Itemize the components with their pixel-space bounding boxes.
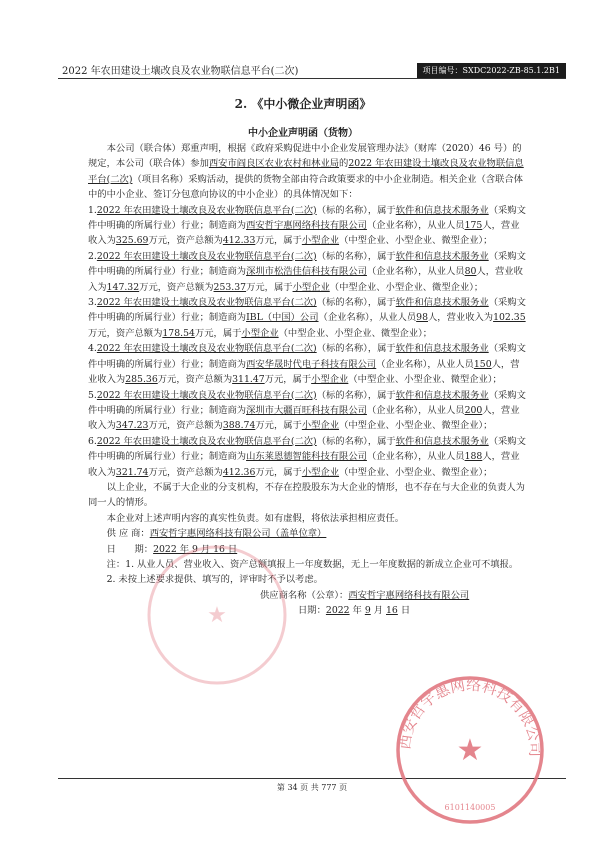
item-industry: 软件和信息技术服务业 bbox=[395, 343, 489, 355]
item-revenue-label: 万元，资产总额为 bbox=[148, 420, 223, 432]
supplier-value: 西安哲宇惠网络科技有限公司（盖单位章） bbox=[149, 528, 327, 540]
section-title: 2. 《中小微企业声明函》 bbox=[234, 97, 372, 111]
item-assets-label: 万元，属于 bbox=[194, 327, 242, 339]
enterprise-item bbox=[88, 434, 528, 480]
item-bid-label: （标的名称），属于 bbox=[316, 343, 396, 355]
item-staff-label: 人，营业收入为 bbox=[88, 451, 520, 478]
svg-text:★: ★ bbox=[456, 733, 484, 768]
item-size-options: （中型企业、小型企业、微型企业） bbox=[339, 235, 484, 247]
item-manufacturer: 西安华晟时代电子科技有限公司 bbox=[246, 358, 377, 370]
signature-date-line bbox=[88, 603, 528, 618]
item-staff-count: 80 bbox=[464, 266, 477, 278]
intro-text-2: 的 bbox=[339, 158, 349, 170]
item-bid-name: 2022 年农田建设土壤改良及农业物联信息平台(二次) bbox=[96, 297, 317, 309]
item-staff-label: 人，营业收入为 bbox=[88, 404, 520, 432]
item-assets: 178.54 bbox=[162, 327, 195, 339]
item-industry-label: （采购文件中明确的所属行业）行业；制造商为 bbox=[88, 250, 526, 278]
item-number: 1. bbox=[88, 204, 97, 216]
item-bid-name: 2022 年农田建设土壤改良及农业物联信息平台(二次) bbox=[96, 343, 317, 355]
item-size-options: （中型企业、小型企业、微型企业） bbox=[329, 281, 474, 293]
item-enterprise-size: 小型企业 bbox=[292, 281, 330, 293]
item-manufacturer-label: （企业名称），从业人员 bbox=[318, 312, 417, 324]
item-assets: 253.37 bbox=[213, 281, 247, 293]
item-separator: ； bbox=[492, 374, 502, 386]
item-size-options: （中型企业、小型企业、微型企业） bbox=[339, 420, 484, 432]
header-divider bbox=[58, 78, 566, 79]
item-size-options: （中型企业、小型企业、微型企业） bbox=[348, 374, 493, 386]
item-number: 4. bbox=[88, 343, 97, 355]
item-staff-count: 98 bbox=[416, 312, 428, 324]
item-enterprise-size: 小型企业 bbox=[301, 235, 340, 247]
intro-text-3: （项目名称）采购活动，提供的货物全部由符合政策要求的中小企业制造。相关企业（含联合体中的中小企业、签订分包意向协议的中小企业）的具体情况如下： bbox=[88, 173, 523, 201]
item-separator: ； bbox=[483, 420, 493, 432]
enterprise-item bbox=[88, 203, 528, 249]
item-industry: 软件和信息技术服务业 bbox=[395, 435, 489, 447]
signature-label: 供应商名称（公章）： bbox=[260, 589, 349, 601]
enterprise-item bbox=[88, 341, 528, 387]
item-revenue: 147.32 bbox=[106, 281, 140, 293]
item-assets: 412.36 bbox=[222, 466, 256, 478]
svg-text:★: ★ bbox=[207, 603, 227, 628]
item-revenue: 347.23 bbox=[115, 420, 149, 432]
item-industry-label: （采购文件中明确的所属行业）行业；制造商为 bbox=[88, 204, 526, 232]
signature-day: 16 bbox=[386, 605, 398, 617]
item-revenue-label: 万元，资产总额为 bbox=[157, 374, 233, 386]
item-assets-label: 万元，属于 bbox=[255, 235, 302, 247]
item-assets-label: 万元，属于 bbox=[264, 374, 312, 386]
item-bid-name: 2022 年农田建设土壤改良及农业物联信息平台(二次) bbox=[96, 204, 317, 216]
item-industry-label: （采购文件中明确的所属行业）行业；制造商为 bbox=[88, 343, 526, 370]
item-enterprise-size: 小型企业 bbox=[301, 466, 340, 478]
item-revenue: 325.69 bbox=[115, 235, 149, 247]
item-manufacturer-label: （企业名称），从业人员 bbox=[366, 404, 465, 416]
item-revenue: 102.35 bbox=[493, 312, 526, 324]
item-enterprise-size: 小型企业 bbox=[311, 374, 349, 386]
enterprise-list bbox=[88, 203, 528, 480]
item-separator: ； bbox=[483, 235, 493, 247]
supplier-label: 供 应 商： bbox=[106, 528, 150, 540]
signature-month-unit: 月 bbox=[373, 605, 384, 617]
responsibility-statement: 本企业对上述声明内容的真实性负责。如有虚假，将依法承担相应责任。 bbox=[106, 512, 405, 524]
item-size-options: （中型企业、小型企业、微型企业） bbox=[278, 327, 423, 339]
item-industry-label: （采购文件中明确的所属行业）行业；制造商为 bbox=[88, 389, 526, 416]
item-separator: ； bbox=[422, 327, 433, 339]
note-2: 2. 未按上述要求提供、填写的，评审时不予以考虑。 bbox=[106, 574, 323, 586]
note-1: 注：1. 从业人员、营业收入、资产总额填报上一年度数据，无上一年度数据的新成立企业可不填报。 bbox=[106, 558, 519, 570]
item-industry-label: （采购文件中明确的所属行业）行业；制造商为 bbox=[88, 435, 526, 463]
item-staff-label: 人，营业收入为 bbox=[88, 220, 520, 247]
item-separator: ； bbox=[473, 281, 484, 293]
item-staff-count: 188 bbox=[464, 451, 483, 463]
seal-code: 6101140005 bbox=[444, 803, 496, 812]
signature-date-label: 日期： bbox=[298, 605, 326, 617]
closing-statement: 以上企业，不属于大企业的分支机构，不存在控股股东为大企业的情形，也不存在与大企业的负责人为同一人的情形。 bbox=[88, 481, 525, 509]
item-assets: 311.47 bbox=[232, 374, 265, 386]
item-assets: 412.33 bbox=[222, 235, 256, 247]
item-bid-name: 2022 年农田建设土壤改良及农业物联信息平台(二次) bbox=[96, 435, 317, 447]
item-staff-label: 人，营业收入为 bbox=[88, 358, 520, 386]
enterprise-item bbox=[88, 249, 528, 295]
item-separator: ； bbox=[483, 466, 493, 478]
item-size-options: （中型企业、小型企业、微型企业） bbox=[339, 466, 484, 478]
item-manufacturer-label: （企业名称），从业人员 bbox=[366, 266, 465, 278]
signature-line bbox=[88, 588, 528, 603]
letter-body bbox=[88, 141, 528, 619]
item-bid-label: （标的名称），属于 bbox=[316, 389, 396, 401]
header-project-title: 2022 年农田建设土壤改良及农业物联信息平台(二次) bbox=[62, 66, 299, 77]
item-manufacturer: 深圳市松浩佳信科技有限公司 bbox=[246, 266, 367, 278]
item-staff-label: 人，营业收入为 bbox=[88, 266, 523, 293]
item-number: 5. bbox=[88, 389, 97, 401]
date-label: 日 期： bbox=[106, 543, 154, 555]
item-number: 2. bbox=[88, 250, 97, 262]
item-revenue-label: 万元，资产总额为 bbox=[148, 466, 223, 478]
item-assets-label: 万元，属于 bbox=[255, 420, 302, 432]
item-manufacturer: 深圳市大疆百旺科技有限公司 bbox=[246, 404, 367, 416]
item-bid-label: （标的名称），属于 bbox=[316, 250, 396, 262]
signature-month: 9 bbox=[364, 605, 371, 617]
item-revenue: 285.36 bbox=[125, 374, 158, 386]
item-enterprise-size: 小型企业 bbox=[241, 327, 279, 339]
item-manufacturer: 山东莱恩德智能科技有限公司 bbox=[246, 451, 367, 463]
item-industry-label: （采购文件中明确的所属行业）行业；制造商为 bbox=[88, 297, 526, 324]
project-name: 2022 年农田建设土壤改良及农业物联信息平台(二次) bbox=[88, 158, 524, 185]
intro-paragraph bbox=[88, 141, 528, 203]
item-staff-label: 人，营业收入为 bbox=[428, 312, 494, 324]
item-revenue-label: 万元，资产总额为 bbox=[139, 281, 214, 293]
enterprise-item bbox=[88, 295, 528, 341]
item-bid-name: 2022 年农田建设土壤改良及农业物联信息平台(二次) bbox=[96, 250, 317, 262]
item-number: 3. bbox=[88, 297, 97, 309]
item-manufacturer-label: （企业名称），从业人员 bbox=[376, 358, 474, 370]
item-assets-label: 万元，属于 bbox=[246, 281, 293, 293]
item-manufacturer: 西安哲宇惠网络科技有限公司 bbox=[246, 220, 367, 232]
item-manufacturer-label: （企业名称），从业人员 bbox=[366, 220, 465, 232]
item-revenue: 321.74 bbox=[115, 466, 149, 478]
item-industry: 软件和信息技术服务业 bbox=[395, 204, 489, 216]
signature-company: 西安哲宇惠网络科技有限公司 bbox=[348, 589, 470, 601]
item-manufacturer-label: （企业名称），从业人员 bbox=[366, 451, 465, 463]
page-footer: 第 34 页 共 777 页 bbox=[58, 778, 566, 793]
item-staff-count: 175 bbox=[464, 220, 483, 232]
supplier-line bbox=[88, 526, 528, 541]
item-enterprise-size: 小型企业 bbox=[301, 420, 340, 432]
item-bid-name: 2022 年农田建设土壤改良及农业物联信息平台(二次) bbox=[96, 389, 317, 401]
item-revenue-label: 万元，资产总额为 bbox=[88, 327, 163, 339]
item-bid-label: （标的名称），属于 bbox=[316, 435, 396, 447]
item-industry: 软件和信息技术服务业 bbox=[395, 250, 489, 262]
company-seal-stamp bbox=[390, 670, 550, 830]
date-line bbox=[88, 542, 528, 557]
header-project-number: 项目编号：SXDC2022-ZB-85.1.2B1 bbox=[417, 63, 566, 78]
item-bid-label: （标的名称），属于 bbox=[316, 204, 396, 216]
letter-subtitle: 中小企业声明函（货物） bbox=[248, 128, 358, 139]
intro-text-1: 本公司（联合体）郑重声明，根据《政府采购促进中小企业发展管理办法》（财库（2020）46 号）的规定，本公司（联合体）参加 bbox=[88, 143, 522, 170]
item-number: 6. bbox=[88, 435, 97, 447]
signature-day-unit: 日 bbox=[400, 605, 411, 617]
item-revenue-label: 万元，资产总额为 bbox=[148, 235, 223, 247]
date-value: 2022 年 9 月 16 日 bbox=[153, 543, 238, 555]
item-bid-label: （标的名称），属于 bbox=[316, 297, 396, 309]
seal-text: 西安哲宇惠网络科技有限公司 bbox=[395, 675, 545, 758]
item-staff-count: 150 bbox=[473, 358, 492, 370]
signature-year: 2022 bbox=[325, 605, 350, 617]
purchaser-name: 西安市阎良区农业农村和林业局 bbox=[208, 158, 340, 170]
signature-year-unit: 年 bbox=[352, 605, 362, 617]
item-assets-label: 万元，属于 bbox=[255, 466, 302, 478]
item-industry: 软件和信息技术服务业 bbox=[395, 297, 489, 309]
enterprise-item bbox=[88, 388, 528, 434]
item-assets: 388.74 bbox=[222, 420, 256, 432]
item-manufacturer: IBL（中国）公司 bbox=[246, 312, 319, 324]
item-industry: 软件和信息技术服务业 bbox=[395, 389, 489, 401]
item-staff-count: 200 bbox=[464, 404, 483, 416]
